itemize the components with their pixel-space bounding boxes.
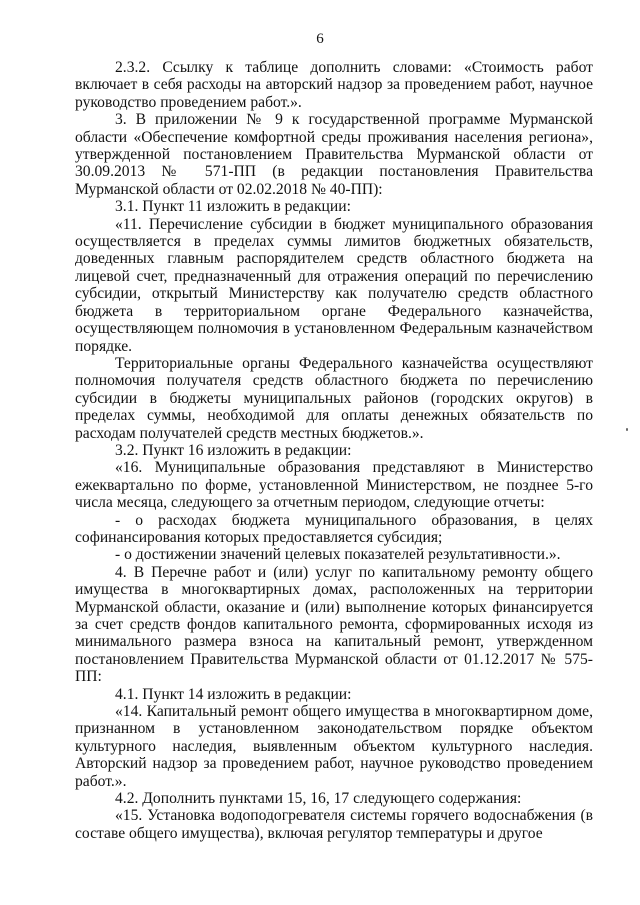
paragraph-item-11-cont: Территориальные органы Федерального казначейства осуществляют полномочия получателя средств областного бюджета по перечислению субсидии в бюджеты муниципальных районов (городских округов) в пределах суммы, необходимой для оплаты денежных обязательств по расходам получателей средств местных бюджетов.». (75, 354, 593, 442)
paragraph-item-11: «11. Перечисление субсидии в бюджет муниципального образования осуществляется в пределах суммы лимитов бюджетных обязательств, доведенных главным распорядителем средств областного бюджета на лицевой счет, предназначенный для отражения операций по перечислению субсидии, открытый Министерству как получателю средств областного бюджета в территориальном органе Федерального казначейства, осуществляющем полномочия в установленном Федеральным казначейством порядке. (75, 215, 593, 355)
paragraph-item-15: «15. Установка водоподогревателя системы горячего водоснабжения (в составе общего имущества), включая регулятор температуры и другое (75, 807, 593, 842)
paragraph-item-14: «14. Капитальный ремонт общего имущества в многоквартирном доме, признанном в установленном законодательством порядке объектом культурного наследия, выявленным объектом культурного наследия. Авторский надзор за проведением работ, научное руководство проведением работ.». (75, 703, 593, 790)
paragraph-item-16: «16. Муниципальные образования представляют в Министерство ежеквартально по форме, установленной Министерством, не позднее 5-го числа месяца, следующего за отчетным периодом, следующие отчеты: (75, 459, 593, 512)
paragraph-3-2: 3.2. Пункт 16 изложить в редакции: (115, 441, 352, 459)
scan-speck (626, 428, 628, 431)
paragraph-4-1: 4.1. Пункт 14 изложить в редакции: (115, 685, 352, 703)
document-body (75, 59, 593, 842)
page-number: 6 (316, 31, 324, 47)
paragraph-3: 3. В приложении № 9 к государственной программе Мурманской области «Обеспечение комфортной среды проживания населения региона», утвержденной постановлением Правительства Мурманской области от 30.09.2013 № 571-ПП (в редакции постановления Правительства Мурманской области от 02.02.2018 № 40-ПП): (75, 111, 593, 198)
paragraph-2-3-2: 2.3.2. Ссылку к таблице дополнить словами: «Стоимость работ включает в себя расходы на авторский надзор за проведением работ, научное руководство проведением работ.». (75, 59, 593, 111)
paragraph-report-2: - о достижении значений целевых показателей результативности.». (115, 546, 561, 564)
paragraph-4-2: 4.2. Дополнить пунктами 15, 16, 17 следующего содержания: (115, 790, 522, 808)
paragraph-4: 4. В Перечне работ и (или) услуг по капитальному ремонту общего имущества в многоквартирных домах, расположенных на территории Мурманской области, оказание и (или) выполнение которых финансируется за счет средств фондов капитального ремонта, сформированных исходя из минимального размера взноса на капитальный ремонт, утвержденном постановлением Правительства Мурманской области от 01.12.2017 № 575-ПП: (75, 563, 593, 686)
paragraph-report-1: - о расходах бюджета муниципального образования, в целях софинансирования которых предоставляется субсидия; (75, 511, 593, 546)
paragraph-3-1: 3.1. Пункт 11 изложить в редакции: (115, 198, 351, 216)
